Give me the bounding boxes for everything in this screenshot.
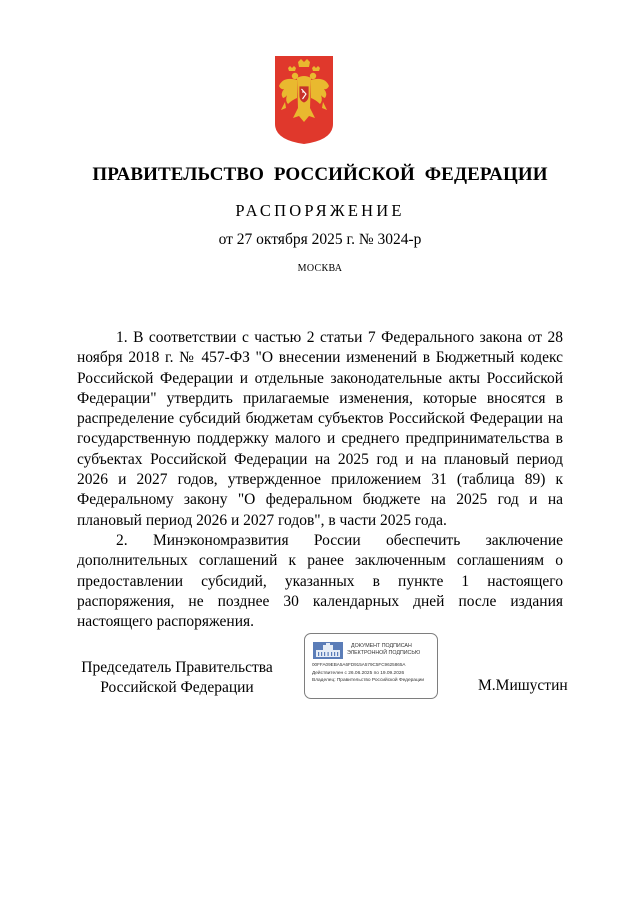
- document-kind: РАСПОРЯЖЕНИЕ: [235, 201, 405, 220]
- stamp-certificate: 00FFA09EBA5A6FD915A579C5FC9625865A: [312, 662, 406, 667]
- stamp-validity: Действителен с 26.06.2025 по 19.09.2026: [312, 671, 405, 676]
- date-and-number: от 27 октября 2025 г. № 3024-р: [218, 231, 422, 248]
- signatory-position-line-1: Председатель Правительства: [81, 659, 273, 676]
- city: МОСКВА: [297, 263, 343, 274]
- russian-coat-of-arms-icon: [275, 56, 333, 144]
- government-building-icon: [313, 642, 343, 659]
- stamp-title-line-2: ЭЛЕКТРОННОЙ ПОДПИСЬЮ: [347, 650, 421, 656]
- signatory-position-line-2: Российской Федерации: [100, 679, 254, 696]
- government-name: ПРАВИТЕЛЬСТВО РОССИЙСКОЙ ФЕДЕРАЦИИ: [92, 164, 548, 185]
- stamp-owner: Владелец: Правительство Российской Федерации: [312, 678, 425, 683]
- signatory-position: [77, 658, 277, 698]
- electronic-signature-stamp: [304, 633, 438, 699]
- paragraph-2: 2. Минэкономразвития России обеспечить заключение дополнительных соглашений к ранее заключенным соглашениям о предоставлении субсидий, указанных в пункте 1 настоящего распоряжения, не позднее 30 календарных дней после издания настоящего распоряжения.: [77, 531, 563, 631]
- signatory-name: М.Мишустин: [478, 677, 568, 694]
- stamp-title-line-1: ДОКУМЕНТ ПОДПИСАН: [351, 643, 412, 649]
- document-body: [77, 328, 563, 632]
- paragraph-1: 1. В соответствии с частью 2 статьи 7 Федерального закона от 28 ноября 2018 г. № 457-ФЗ "О внесении изменений в Бюджетный кодекс Российской Федерации и отдельные законодательные акты Российской Федерации" утвердить прилагаемые изменения, которые вносятся в распределение субсидий бюджетам субъектов Российской Федерации на государственную поддержку малого и среднего предпринимательства в субъектах Российской Федерации на 2025 год и на плановый период 2026 и 2027 годов, утвержденное приложением 31 (таблица 89) к Федеральному закону "О федеральном бюджете на 2025 год и на плановый период 2026 и 2027 годов", в части 2025 года.: [77, 329, 563, 529]
